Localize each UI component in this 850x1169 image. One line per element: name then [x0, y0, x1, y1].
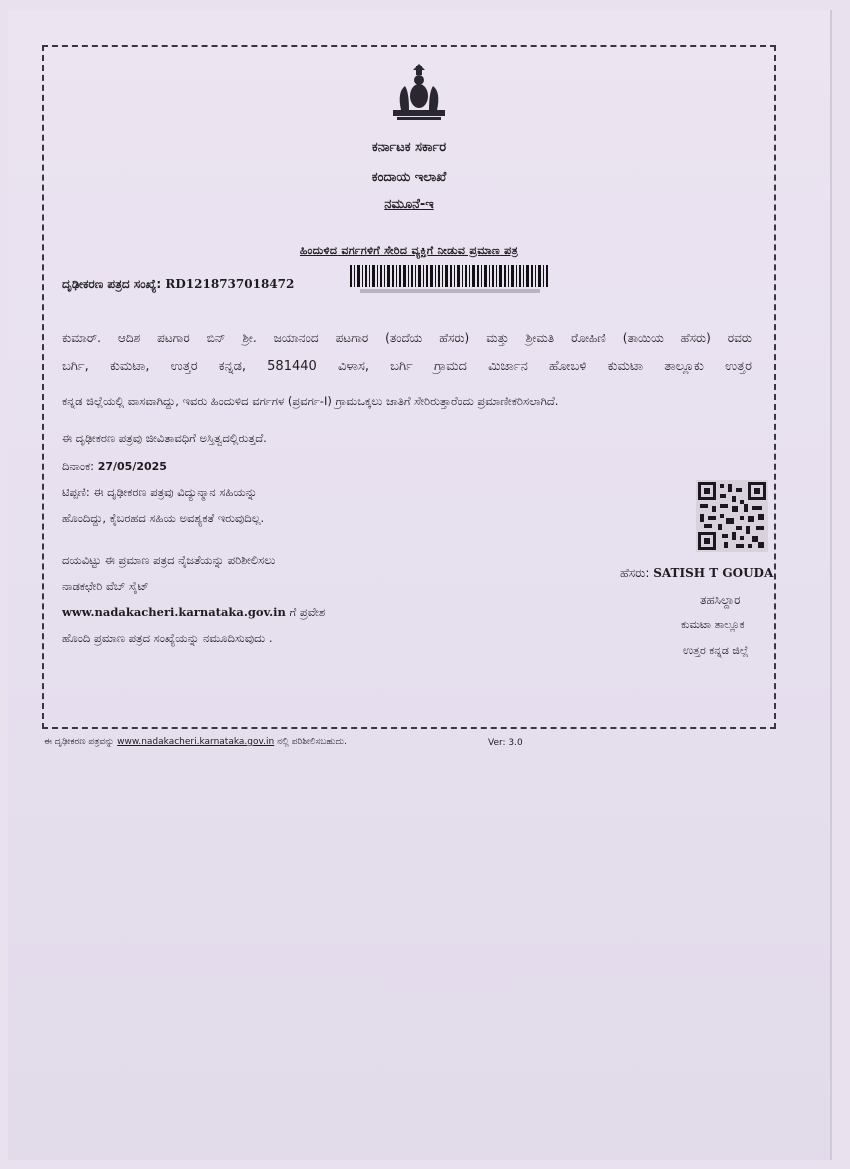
issue-date	[62, 459, 167, 474]
body-line-1: ಕುಮಾರ್. ಆದಿಶ ಪಟಗಾರ ಬಿನ್ ಶ್ರೀ. ಜಯಾನಂದ ಪಟಗಾರ (ತಂದೆಯ ಹೆಸರು) ಮತ್ತು ಶ್ರೀಮತಿ ರೋಹಿಣಿ (ತಾಯಿಯ ಹೆಸರು) ರವರು	[62, 331, 752, 345]
signatory-name-value: SATISH T GOUDA	[653, 566, 774, 580]
issue-date-value: 27/05/2025	[97, 460, 167, 473]
validity-text: ಈ ದೃಢೀಕರಣ ಪತ್ರವು ಜೀವಿತಾವಧಿಗೆ ಅಸ್ತಿತ್ವದಲ್ಲಿರುತ್ತದೆ.	[62, 431, 267, 445]
verify-line-2: ನಾಡಕಛೇರಿ ವೆಬ್ ಸೈಟ್	[62, 579, 149, 593]
signatory-name-label: ಹೆಸರು:	[620, 566, 650, 580]
footer-suffix: ನಲ್ಲಿ ಪರಿಶೀಲಿಸಬಹುದು.	[277, 737, 348, 747]
footer-note	[44, 737, 347, 747]
footer-url-link[interactable]: www.nadakacheri.karnataka.gov.in	[117, 737, 275, 747]
department-title: ಕಂದಾಯ ಇಲಾಖೆ	[371, 170, 447, 185]
signatory-name	[620, 566, 773, 581]
signatory-taluk: ಕುಮಟಾ ತಾಲ್ಲೂಕ	[681, 618, 745, 631]
state-emblem-icon	[383, 62, 455, 124]
verify-line-3-suffix: ಗೆ ಪ್ರವೇಶ	[289, 605, 326, 619]
signatory-designation: ತಹಸಿಲ್ದಾರ	[700, 593, 741, 607]
note-line-1: ಟಿಪ್ಪಣಿ: ಈ ದೃಢೀಕರಣ ಪತ್ರವು ವಿದ್ಯುನ್ಮಾನ ಸಹಿಯನ್ನು	[62, 485, 258, 499]
verify-line-4: ಹೊಂದಿ ಪ್ರಮಾಣ ಪತ್ರದ ಸಂಖ್ಯೆಯನ್ನು ನಮೂದಿಸುವುದು .	[62, 631, 273, 645]
signatory-district: ಉತ್ತರ ಕನ್ನಡ ಜಿಲ್ಲೆ	[683, 644, 749, 657]
certificate-number-value: RD1218737018472	[165, 277, 295, 291]
govt-title: ಕರ್ನಾಟಕ ಸರ್ಕಾರ	[371, 140, 447, 155]
footer-prefix: ಈ ದೃಢೀಕರಣ ಪತ್ರವನ್ನು	[44, 737, 115, 747]
verify-line-1: ದಯವಿಟ್ಟು ಈ ಪ್ರಮಾಣ ಪತ್ರದ ನೈಜತೆಯನ್ನು ಪರಿಶೀಲಿಸಲು	[62, 553, 276, 567]
body-line-2: ಬರ್ಗಿ, ಕುಮಟಾ, ಉತ್ತರ ಕನ್ನಡ, 581440 ವಿಳಾಸ, ಬರ್ಗಿ ಗ್ರಾಮದ ಮಿರ್ಜಾನ ಹೋಬಳಿ ಕುಮಟಾ ತಾಲ್ಲೂಕು ಉತ್ತರ	[62, 359, 752, 374]
certificate-number	[62, 277, 294, 292]
issue-date-label: ದಿನಾಂಕ:	[62, 459, 95, 473]
body-line-3: ಕನ್ನಡ ಜಿಲ್ಲೆಯಲ್ಲಿ ವಾಸವಾಗಿದ್ದು, ಇವರು ಹಿಂದುಳಿದ ವರ್ಗಗಳ (ಪ್ರವರ್ಗ-I) ಗ್ರಾಮಒಕ್ಕಲು ಜಾತಿಗೆ ಸೇರಿರುತ್ತಾರೆಂದು ಪ್ರಮಾಣೀಕರಿಸಲಾಗಿದೆ.	[62, 394, 559, 408]
form-title: ನಮೂನೆ-ಇ	[384, 197, 434, 212]
certificate-number-label: ದೃಢೀಕರಣ ಪತ್ರದ ಸಂಖ್ಯೆ:	[62, 277, 162, 291]
verify-line-3	[62, 605, 325, 620]
qr-code-icon	[696, 480, 768, 552]
certificate-title: ಹಿಂದುಳಿದ ವರ್ಗಗಳಿಗೆ ಸೇರಿದ ವ್ಯಕ್ತಿಗೆ ನೀಡುವ ಪ್ರಮಾಣ ಪತ್ರ	[299, 244, 519, 257]
version-label: Ver: 3.0	[488, 738, 523, 748]
barcode-icon	[350, 265, 550, 295]
note-line-2: ಹೊಂದಿದ್ದು, ಕೈಬರಹದ ಸಹಿಯ ಅವಶ್ಯಕತೆ ಇರುವುದಿಲ್ಲ.	[62, 511, 265, 525]
verify-url-link[interactable]: www.nadakacheri.karnataka.gov.in	[62, 605, 286, 619]
